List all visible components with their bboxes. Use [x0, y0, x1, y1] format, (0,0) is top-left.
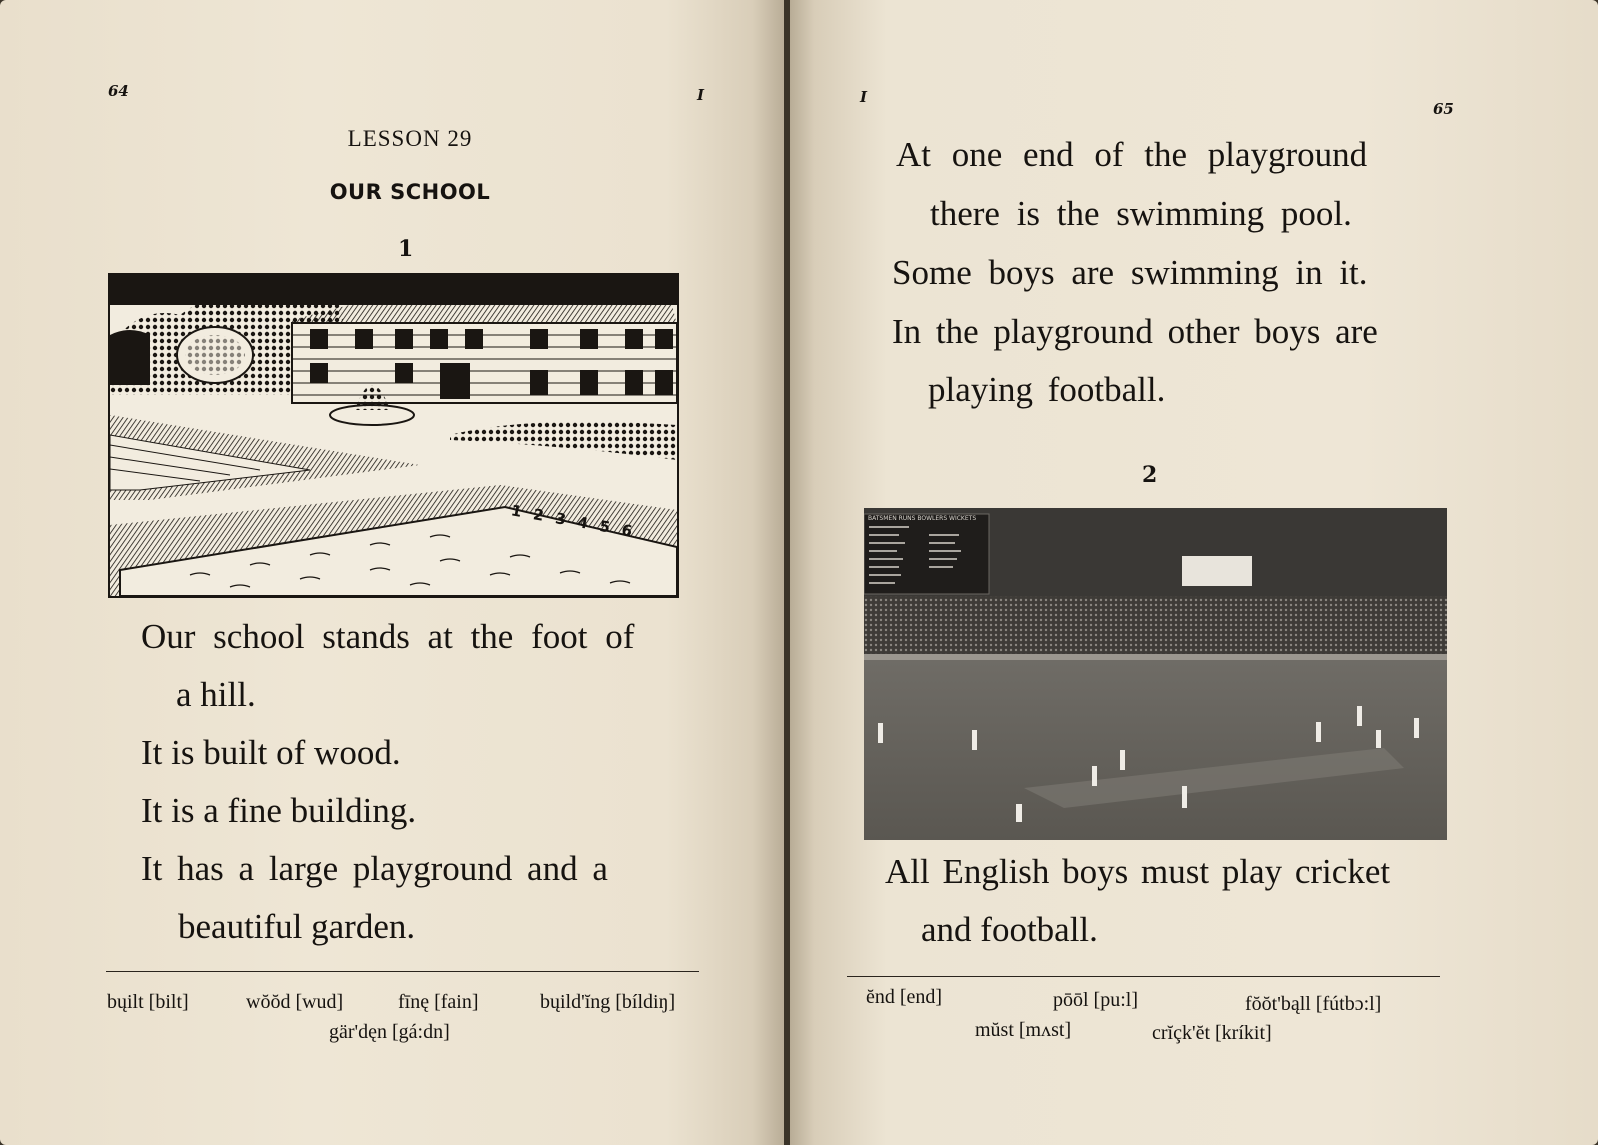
page-number: 65: [1433, 100, 1454, 118]
glossary-entry: pōōl [pu:l]: [1053, 989, 1138, 1011]
lane-number: 1: [509, 501, 535, 523]
text-line: Some boys are swimming in it.: [892, 253, 1368, 292]
glossary-entry: bųild'ĭng [bíldiŋ]: [540, 991, 676, 1013]
lane-number: 6: [620, 520, 646, 543]
lane-number: 2: [531, 505, 558, 527]
glossary-entry: bųilt [bilt]: [107, 991, 189, 1013]
lane-number: 3: [553, 509, 580, 531]
school-illustration: [108, 273, 679, 598]
signature-mark: I: [860, 88, 868, 106]
text-line: a hill.: [176, 675, 256, 714]
picture-number: 2: [1142, 462, 1158, 488]
cricket-photo: [864, 508, 1447, 840]
school-drawing: [110, 275, 677, 596]
glossary-entry: ĕnd [end]: [866, 986, 943, 1008]
caption-line: All English boys must play cricket: [885, 852, 1391, 891]
lane-number: 5: [598, 516, 624, 539]
glossary-rule: [847, 976, 1440, 977]
glossary-entry: fīnę [fain]: [398, 991, 479, 1013]
lesson-heading: LESSON 29: [347, 126, 473, 151]
picture-number: 1: [398, 236, 414, 262]
text-line: It is built of wood.: [141, 733, 401, 772]
text-line: playing football.: [928, 370, 1166, 409]
glossary-entry: fŏŏt'bąll [fútbɔ:l]: [1245, 993, 1382, 1015]
glossary-entry: gär'dęn [gá:dn]: [329, 1021, 450, 1043]
signature-mark: I: [697, 86, 705, 104]
glossary-entry: mŭst [mʌst]: [975, 1019, 1072, 1041]
scoreboard-header: BATSMEN RUNS BOWLERS WICKETS: [868, 515, 977, 522]
text-line: In the playground other boys are: [892, 312, 1378, 351]
text-line: Our school stands at the foot of: [141, 617, 635, 656]
left-page: [0, 0, 784, 1145]
page-number: 64: [108, 82, 129, 100]
text-line: there is the swimming pool.: [930, 194, 1352, 233]
lane-number: 4: [576, 513, 602, 535]
glossary-rule: [106, 971, 699, 972]
glossary-entry: wŏŏd [wud]: [246, 991, 344, 1013]
lesson-title: OUR SCHOOL: [329, 180, 491, 204]
text-line: It has a large playground and a: [141, 849, 608, 888]
caption-line: and football.: [921, 910, 1098, 949]
text-line: At one end of the playground: [896, 135, 1368, 174]
right-page: [790, 0, 1598, 1145]
glossary-entry: crĭçk'ĕt [kríkit]: [1152, 1022, 1272, 1044]
text-line: beautiful garden.: [178, 907, 416, 946]
cricket-match-photo: [864, 508, 1447, 840]
text-line: It is a fine building.: [141, 791, 417, 830]
